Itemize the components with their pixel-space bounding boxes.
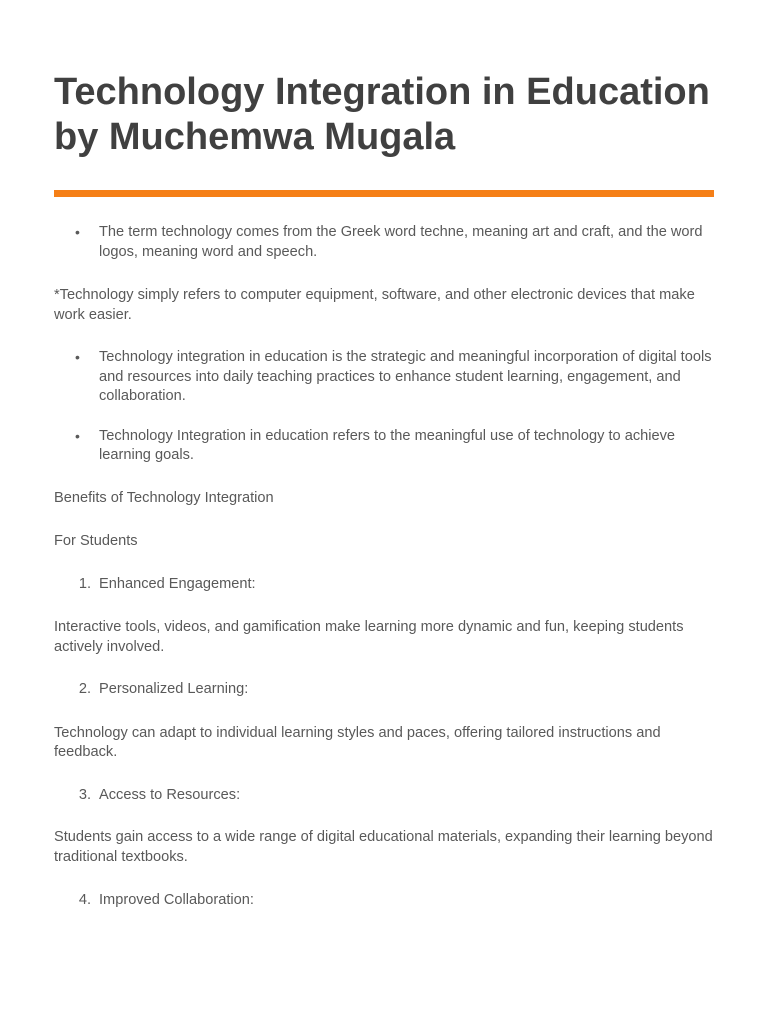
paragraph-text: Technology can adapt to individual learning styles and paces, offering tailored instructions and feedback. [54,724,661,760]
bullet-text: Technology integration in education is the strategic and meaningful incorporation of digital tools and resources into daily teaching practices to enhance student learning, engagement, and collaboration. [99,349,712,404]
paragraph [54,286,714,325]
paragraph [54,724,714,763]
numbered-item [54,680,714,700]
title-divider [54,190,714,197]
numbered-item-text: Access to Resources: [99,786,241,803]
numbered-item-text: Personalized Learning: [99,681,249,697]
bullet-text: Technology Integration in education refers to the meaningful use of technology to achieve learning goals. [99,427,676,463]
document-body [54,223,714,911]
paragraph [54,618,714,657]
subsection-heading [54,532,714,552]
numbered-item [54,891,714,911]
numbered-item-text: Enhanced Engagement: [99,575,256,592]
subsection-heading-text: For Students [54,533,138,549]
bullet-marker: • [75,349,80,365]
section-heading-text: Benefits of Technology Integration [54,489,274,506]
number-marker: 2. [78,681,91,697]
number-marker: 4. [78,892,91,908]
bullet-marker: • [75,224,80,240]
number-marker: 3. [78,786,91,803]
bullet-item [54,223,714,262]
numbered-item [54,786,714,806]
paragraph-text: Students gain access to a wide range of digital educational materials, expanding their learning beyond traditional textbooks. [54,829,713,865]
section-heading [54,489,714,509]
bullet-item [54,427,714,466]
numbered-item-text: Improved Collaboration: [99,892,254,908]
bullet-marker: • [75,427,80,444]
document-title: Technology Integration in Education by Muchemwa Mugala [54,71,710,158]
paragraph-text: *Technology simply refers to computer equipment, software, and other electronic devices that make work easier. [54,287,695,323]
number-marker: 1. [78,575,91,592]
bullet-item [54,348,714,407]
bullet-text: The term technology comes from the Greek word techne, meaning art and craft, and the word logos, meaning word and speech. [99,224,703,260]
paragraph-text: Interactive tools, videos, and gamification make learning more dynamic and fun, keeping students actively involved. [54,619,684,655]
paragraph [54,828,714,867]
numbered-item [54,575,714,595]
